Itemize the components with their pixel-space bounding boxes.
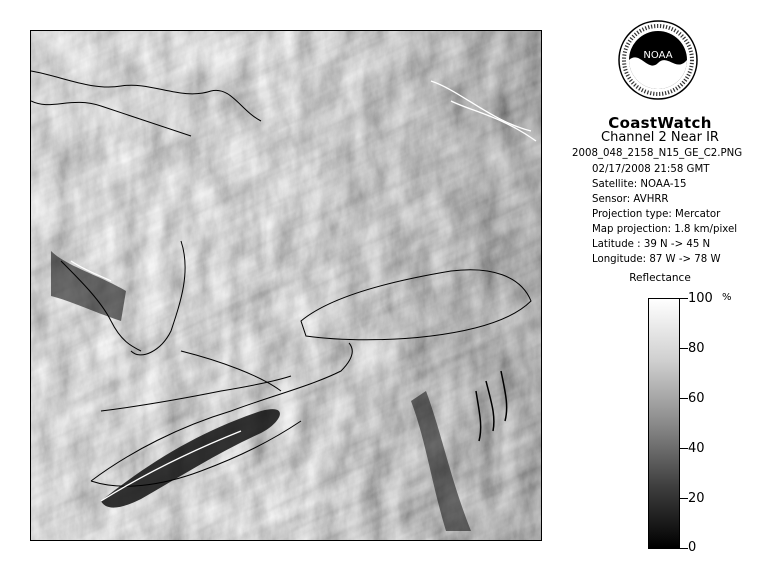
colorbar-tick-label: 40 xyxy=(688,441,705,456)
colorbar-tick-label: 0 xyxy=(688,540,697,555)
projection-type: Projection type: Mercator xyxy=(592,209,721,220)
colorbar-label: Reflectance xyxy=(629,272,691,284)
colorbar-tick-label: 20 xyxy=(688,491,705,506)
product-title: CoastWatch xyxy=(608,114,712,132)
logo-name: NOAA xyxy=(643,50,673,61)
colorbar xyxy=(648,298,680,549)
colorbar-tick xyxy=(680,398,688,399)
colorbar-tick xyxy=(680,448,688,449)
satellite-image-svg xyxy=(31,31,542,541)
satellite-info: Satellite: NOAA-15 xyxy=(592,179,687,190)
colorbar-tick-label: 60 xyxy=(688,391,705,406)
colorbar-unit: % xyxy=(722,292,732,303)
colorbar-tick xyxy=(680,498,688,499)
map-projection: Map projection: 1.8 km/pixel xyxy=(592,224,738,235)
colorbar-tick xyxy=(680,298,688,299)
colorbar-tick xyxy=(680,348,688,349)
colorbar-tick xyxy=(680,548,688,549)
sensor-info: Sensor: AVHRR xyxy=(592,194,669,205)
channel-name: Channel 2 Near IR xyxy=(601,130,719,145)
latitude-range: Latitude : 39 N -> 45 N xyxy=(592,239,711,250)
satellite-image xyxy=(30,30,542,541)
longitude-range: Longitude: 87 W -> 78 W xyxy=(592,254,721,265)
colorbar-tick-label: 80 xyxy=(688,341,705,356)
date-time: 02/17/2008 21:58 GMT xyxy=(592,164,710,175)
colorbar-tick-label: 100 xyxy=(688,291,713,306)
file-name: 2008_048_2158_N15_GE_C2.PNG xyxy=(572,148,743,159)
noaa-logo xyxy=(618,15,698,110)
noaa-logo-svg xyxy=(618,15,698,110)
